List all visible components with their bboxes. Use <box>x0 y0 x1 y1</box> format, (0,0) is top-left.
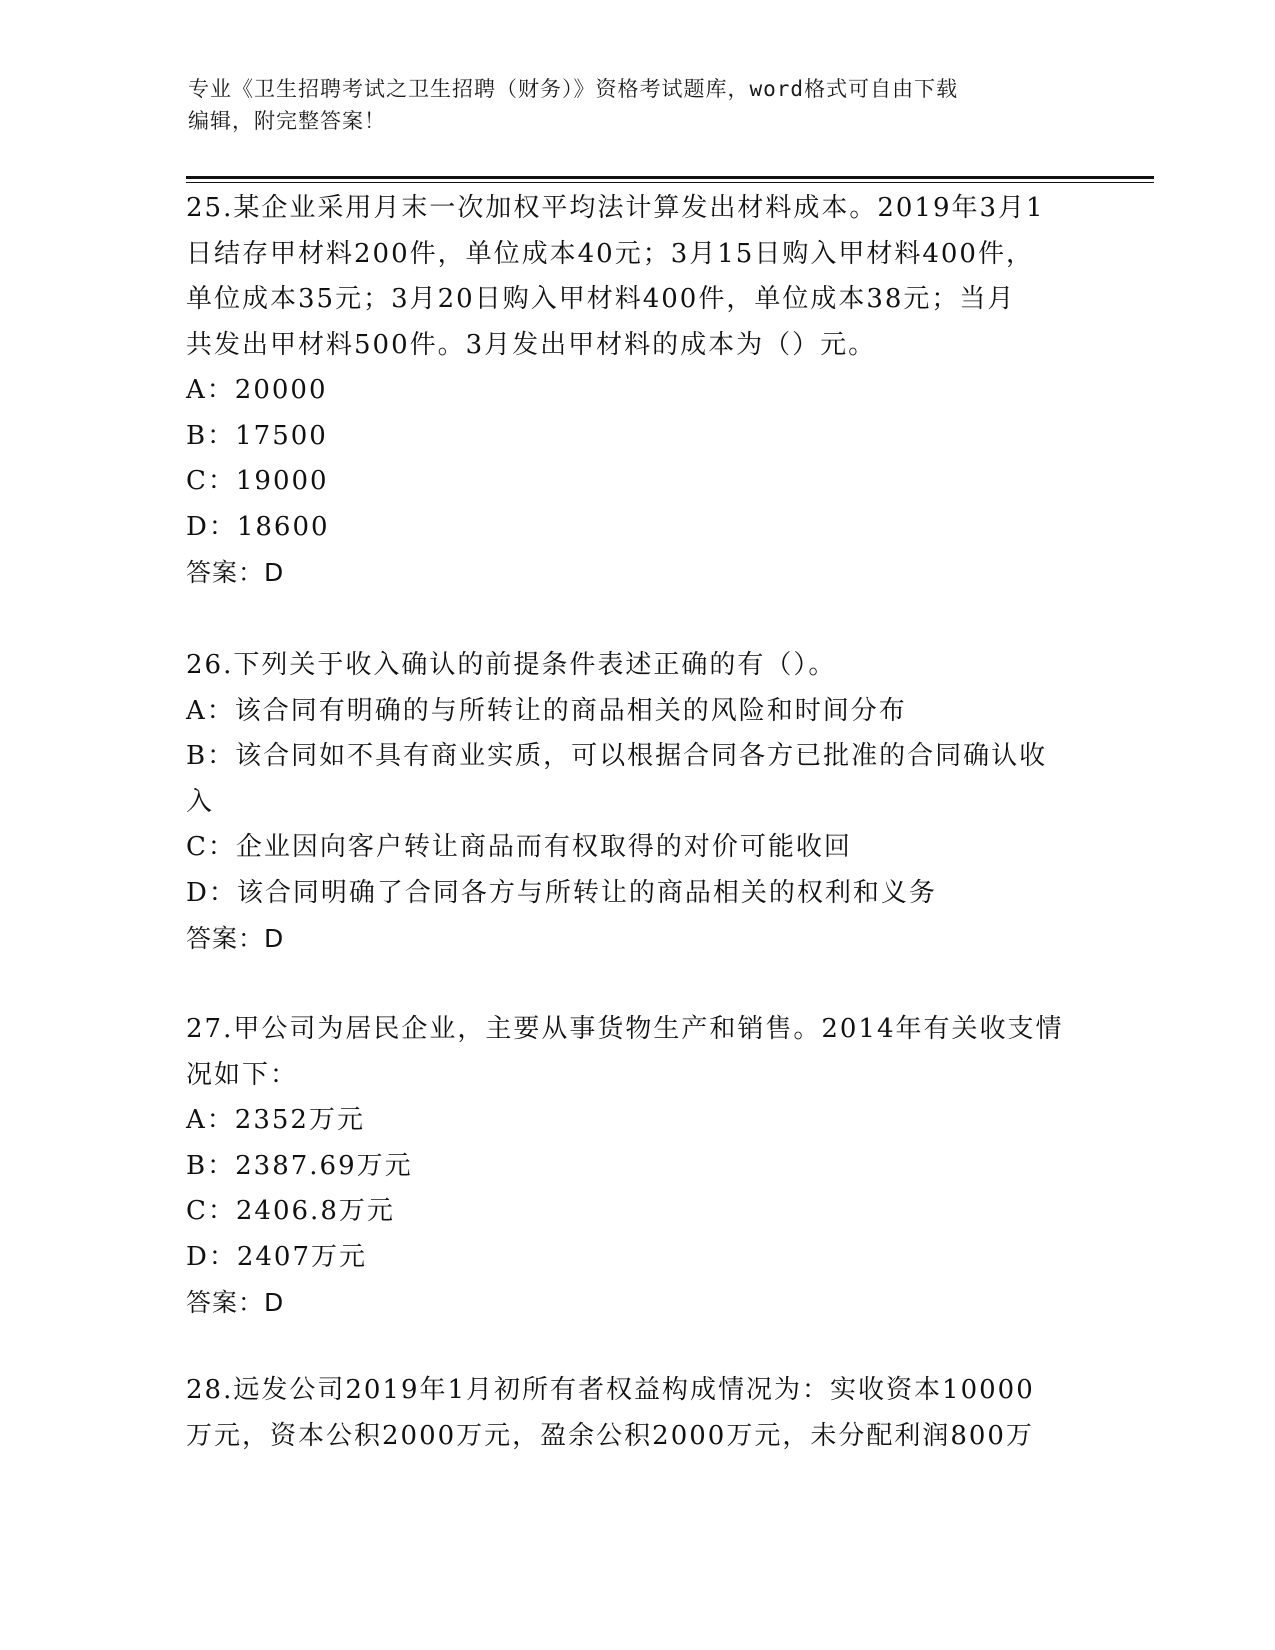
header-divider-thick <box>186 176 1154 179</box>
option-c: C：19000 <box>186 466 329 496</box>
option-a: A：该合同有明确的与所转让的商品相关的风险和时间分布 <box>186 695 907 726</box>
question-text-line: 25.某企业采用月末一次加权平均法计算发出材料成本。2019年3月1 <box>186 193 1045 223</box>
question-text-line: 日结存甲材料200件，单位成本40元；3月15日购入甲材料400件， <box>186 238 1034 269</box>
option-c: C：2406.8万元 <box>186 1196 395 1226</box>
header-line-2: 编辑，附完整答案！ <box>188 109 386 133</box>
answer-label: 答案：D <box>186 558 285 587</box>
question-25 <box>186 186 1086 595</box>
option-b-continued: 入 <box>186 786 215 817</box>
option-d: D：2407万元 <box>186 1241 368 1272</box>
question-text-line: 单位成本35元；3月20日购入甲材料400件，单位成本38元；当月 <box>186 284 1016 314</box>
question-text-line: 况如下： <box>186 1059 299 1090</box>
option-d: D：18600 <box>186 511 330 542</box>
question-text-line: 万元，资本公积2000万元，盈余公积2000万元，未分配利润800万 <box>186 1420 1034 1451</box>
header-divider-thin <box>186 182 1154 183</box>
option-b: B：2387.69万元 <box>186 1150 413 1181</box>
option-c: C：企业因向客户转让商品而有权取得的对价可能收回 <box>186 832 852 862</box>
option-a: A：2352万元 <box>186 1105 365 1135</box>
question-text-line: 27.甲公司为居民企业，主要从事货物生产和销售。2014年有关收支情 <box>186 1014 1064 1044</box>
option-d: D：该合同明确了合同各方与所转让的商品相关的权利和义务 <box>186 877 937 908</box>
option-b: B：17500 <box>186 420 328 451</box>
answer-label: 答案：D <box>186 924 285 953</box>
option-a: A：20000 <box>186 375 328 405</box>
question-27 <box>186 1007 1086 1325</box>
question-text-line: 26.下列关于收入确认的前提条件表述正确的有（）。 <box>186 650 837 680</box>
question-text-line: 共发出甲材料500件。3月发出甲材料的成本为（）元。 <box>186 329 877 360</box>
header-line-1: 专业《卫生招聘考试之卫生招聘（财务）》资格考试题库，word格式可自由下载 <box>188 77 959 101</box>
option-b: B：该合同如不具有商业实质，可以根据合同各方已批准的合同确认收 <box>186 741 1048 771</box>
question-text-line: 28.远发公司2019年1月初所有者权益构成情况为：实收资本10000 <box>186 1375 1035 1405</box>
question-28 <box>186 1368 1086 1459</box>
answer-label: 答案：D <box>186 1288 285 1317</box>
question-26 <box>186 643 1086 961</box>
document-header <box>188 73 1088 137</box>
